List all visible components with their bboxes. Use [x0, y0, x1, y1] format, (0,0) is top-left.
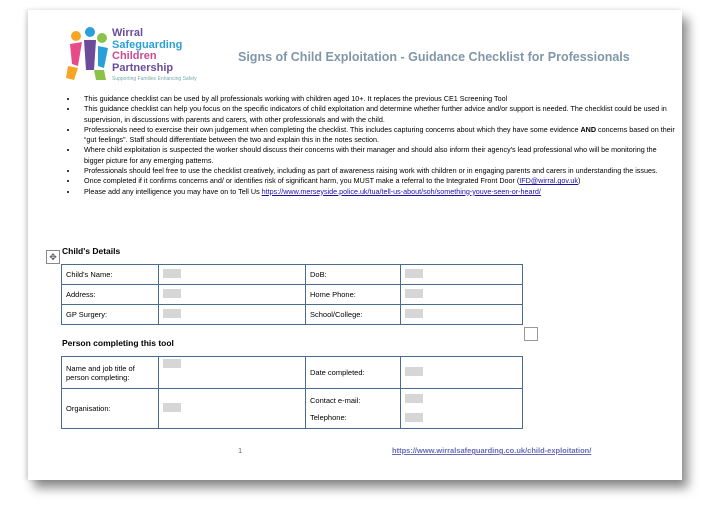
ifd-email-link[interactable]: IFD@wirral.gov.uk — [519, 176, 578, 186]
home-phone-field[interactable] — [401, 285, 523, 305]
form-field-placeholder — [163, 309, 181, 318]
gp-surgery-field[interactable] — [159, 305, 306, 325]
bullet-text: ) — [577, 176, 581, 186]
list-item — [78, 125, 678, 146]
childs-name-field[interactable] — [159, 265, 306, 285]
footer-website-link[interactable]: https://www.wirralsafeguarding.co.uk/child-exploitation/ — [392, 446, 592, 455]
bullet-text: Once completed if it confirms concerns and/ or identifies risk of significant harm, you MUST make a referral to the Integrated Front Door ( — [84, 176, 520, 186]
childs-name-label: Child's Name: — [62, 265, 159, 285]
school-field[interactable] — [401, 305, 523, 325]
logo-line2: Safeguarding — [112, 38, 183, 51]
list-item — [78, 145, 678, 166]
table-resize-handle[interactable] — [524, 327, 538, 341]
logo-tagline: Supporting Families Enhancing Safety — [112, 76, 197, 82]
name-job-field[interactable] — [159, 357, 306, 389]
person-completing-heading: Person completing this tool — [62, 338, 174, 348]
form-field-placeholder — [405, 309, 423, 318]
bullet-text: This guidance checklist can be used by all professionals working with children aged 10+. It replaces the previous CE1 Screening Tool — [84, 94, 508, 103]
bullet-emphasis: AND — [580, 124, 597, 134]
date-completed-field[interactable] — [401, 357, 523, 389]
bullet-text: This guidance checklist can help you focus on the specific indicators of child exploitation and determine whether further advice and/or support is needed. The checklist could be used in supervision, in discussions with parents and carers, with other professionals and with the child. — [84, 104, 667, 124]
form-field-placeholder — [163, 289, 181, 298]
home-phone-label: Home Phone: — [306, 285, 401, 305]
form-field-placeholder — [163, 403, 181, 412]
name-job-label: Name and job title of person completing: — [62, 357, 159, 389]
tell-us-link[interactable]: https://www.merseyside.police.uk/tua/tell-us-about/soh/something-youve-seen-or-heard/ — [261, 186, 541, 196]
form-field-placeholder — [405, 367, 423, 376]
logo-figures-icon — [64, 26, 112, 82]
bullet-text: Where child exploitation is suspected the worker should discuss their concerns with their manager and should also inform their agency's lead professional who will be monitoring the bigger picture for any emerging patterns. — [84, 145, 657, 165]
logo-line1: Wirral — [112, 27, 144, 39]
page-title: Signs of Child Exploitation - Guidance Checklist for Professionals — [238, 50, 630, 64]
email-field[interactable] — [405, 394, 423, 403]
contact-cell — [306, 389, 401, 429]
form-field-placeholder — [405, 289, 423, 298]
contact-fields[interactable] — [401, 389, 523, 429]
list-item — [78, 176, 678, 186]
address-label: Address: — [62, 285, 159, 305]
gp-surgery-label: GP Surgery: — [62, 305, 159, 325]
list-item — [78, 94, 678, 104]
bullet-text: concerns based on their “gut feelings”. Staff should differentiate between the two and explain this in the notes section. — [84, 124, 675, 145]
logo-line4: Partnership — [112, 61, 174, 74]
list-item — [78, 166, 678, 176]
page-number: 1 — [238, 446, 243, 455]
logo-line3: Children — [112, 50, 157, 62]
telephone-field[interactable] — [405, 413, 423, 422]
address-field[interactable] — [159, 285, 306, 305]
guidance-list — [54, 94, 678, 197]
dob-field[interactable] — [401, 265, 523, 285]
date-completed-label: Date completed: — [306, 357, 401, 389]
bullet-text: Professionals need to exercise their own judgement when completing the checklist. This includes capturing concerns about which they have some evidence — [84, 124, 581, 134]
form-field-placeholder — [163, 269, 181, 278]
form-field-placeholder — [163, 359, 181, 368]
dob-label: DoB: — [306, 265, 401, 285]
logo-text — [112, 28, 182, 74]
document-page — [28, 10, 682, 480]
organisation-label: Organisation: — [62, 389, 159, 429]
bullet-text: Please add any intelligence you may have on to Tell Us — [84, 186, 262, 196]
list-item — [78, 104, 678, 125]
bullet-text: Professionals should feel free to use the checklist creatively, including as part of awareness raising work with children or in engaging parents and carers in understanding the issues. — [84, 166, 658, 176]
person-completing-table — [61, 356, 523, 429]
organisation-field[interactable] — [159, 389, 306, 429]
form-field-placeholder — [405, 269, 423, 278]
contact-email-label: Contact e-mail: — [310, 395, 361, 405]
wscp-logo — [64, 24, 197, 94]
childs-details-table — [61, 264, 523, 325]
list-item — [78, 187, 678, 197]
school-label: School/College: — [306, 305, 401, 325]
childs-details-heading: Child's Details — [62, 246, 121, 256]
table-move-handle-icon[interactable]: ✥ — [46, 250, 60, 264]
telephone-label: Telephone: — [310, 412, 347, 422]
